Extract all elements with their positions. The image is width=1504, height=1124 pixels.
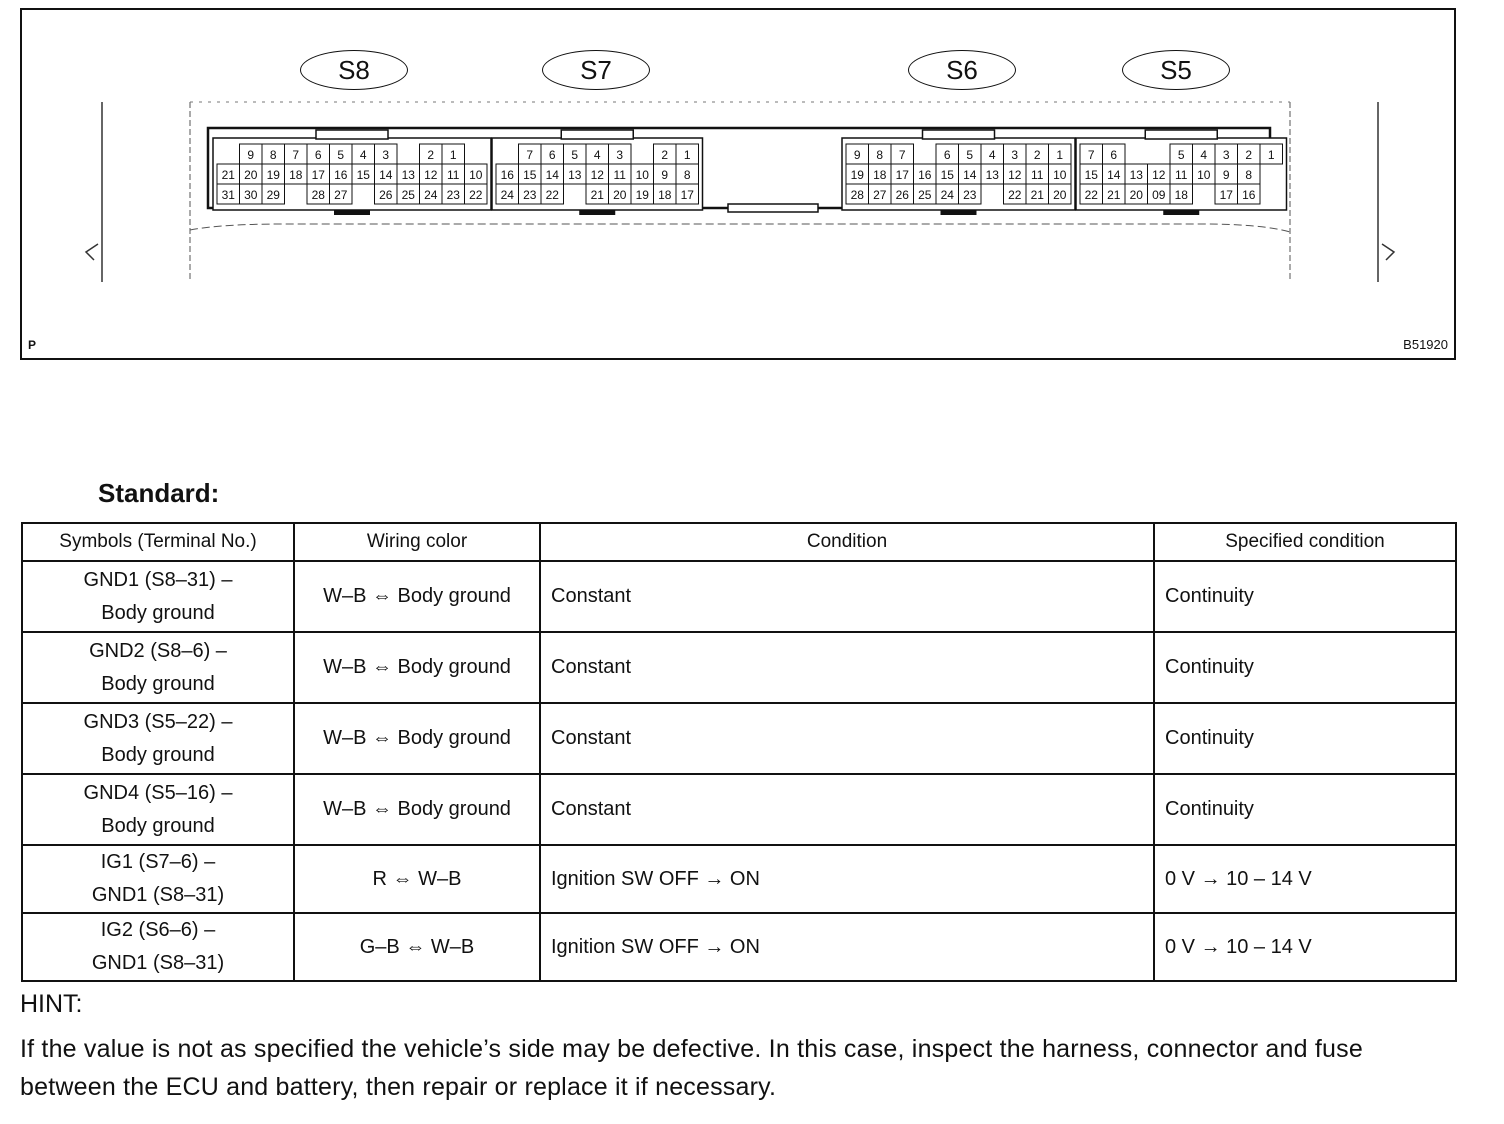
symbol-line-1: GND4 (S5–16) –	[83, 781, 233, 804]
terminal-number: 16	[918, 168, 932, 182]
terminal-number: 30	[244, 188, 258, 202]
terminal-number: 19	[850, 168, 864, 182]
terminal-number: 8	[683, 168, 691, 182]
terminal-number: 10	[635, 168, 649, 182]
terminal-number: 17	[311, 168, 325, 182]
terminal-number: 9	[247, 148, 255, 162]
terminal-number: 5	[966, 148, 974, 162]
terminal-number: 2	[427, 148, 435, 162]
symbol-line-1: IG1 (S7–6) –	[100, 851, 216, 873]
wiring-cell: R ⇔ W–B	[294, 845, 540, 913]
terminal-number: 7	[526, 148, 534, 162]
wiring-cell: W–B ⇔ Body ground	[294, 774, 540, 845]
table-row	[22, 632, 1456, 703]
wiring-cell: W–B ⇔ Body ground	[294, 632, 540, 703]
wiring-cell: G–B ⇔ W–B	[294, 913, 540, 981]
terminal-number: 9	[853, 148, 861, 162]
terminal-number: 4	[988, 148, 996, 162]
terminal-number: 18	[1174, 188, 1188, 202]
terminal-number: 20	[613, 188, 627, 202]
terminal-number: 20	[1129, 188, 1143, 202]
terminal-number: 5	[1177, 148, 1185, 162]
terminal-number: 16	[500, 168, 514, 182]
condition-cell: Ignition SW OFF → ON	[540, 913, 1154, 981]
terminal-number: 22	[1084, 188, 1098, 202]
terminal-number: 17	[1219, 188, 1233, 202]
terminal-number: 14	[379, 168, 393, 182]
symbol-line-2: GND1 (S8–31)	[91, 884, 225, 906]
terminal-number: 25	[918, 188, 932, 202]
terminal-number: 26	[379, 188, 393, 202]
terminal-number: 6	[1110, 148, 1118, 162]
terminal-number: 7	[292, 148, 300, 162]
header-specified-condition: Specified condition	[1154, 523, 1456, 561]
terminal-number: 15	[523, 168, 537, 182]
symbol-cell	[22, 774, 294, 845]
terminal-number: 13	[985, 168, 999, 182]
symbol-line-2: Body ground	[101, 601, 215, 624]
symbol-line-1: GND1 (S8–31) –	[83, 568, 233, 591]
connector-key	[923, 130, 995, 139]
terminal-number: 21	[1030, 188, 1044, 202]
terminal-number: 14	[963, 168, 977, 182]
terminal-number: 7	[898, 148, 906, 162]
terminal-number: 15	[940, 168, 954, 182]
table-row	[22, 703, 1456, 774]
condition-cell: Constant	[540, 774, 1154, 845]
terminal-number: 31	[221, 188, 235, 202]
terminal-number: 22	[545, 188, 559, 202]
terminal-number: 18	[289, 168, 303, 182]
terminal-number: 12	[1152, 168, 1166, 182]
wiring-cell: W–B ⇔ Body ground	[294, 561, 540, 632]
housing-lower-curve	[190, 224, 1290, 232]
connector-latch	[941, 210, 977, 215]
housing-clip	[86, 244, 1394, 260]
spec-cell: Continuity	[1154, 703, 1456, 774]
terminal-number: 9	[661, 168, 669, 182]
terminal-number: 15	[356, 168, 370, 182]
symbol-line-1: GND3 (S5–22) –	[83, 710, 233, 733]
terminal-number: 12	[590, 168, 604, 182]
figure-code: B51920	[1403, 337, 1448, 352]
plate-bottom-tab	[728, 204, 818, 212]
terminal-number: 23	[446, 188, 460, 202]
spec-cell: Continuity	[1154, 774, 1456, 845]
terminal-number: 11	[447, 168, 460, 182]
terminal-number: 4	[1200, 148, 1208, 162]
terminal-number: 10	[469, 168, 483, 182]
table-row	[22, 561, 1456, 632]
spec-cell: Continuity	[1154, 561, 1456, 632]
terminal-number: 19	[635, 188, 649, 202]
terminal-number: 24	[424, 188, 438, 202]
terminal-number: 1	[449, 148, 457, 162]
terminal-number: 3	[616, 148, 624, 162]
terminal-number: 1	[683, 148, 691, 162]
terminal-number: 18	[873, 168, 887, 182]
terminal-number: 13	[401, 168, 415, 182]
terminal-number: 1	[1056, 148, 1064, 162]
symbol-line-2: Body ground	[101, 672, 215, 695]
symbol-line-2: Body ground	[101, 814, 215, 837]
wiring-cell: W–B ⇔ Body ground	[294, 703, 540, 774]
terminal-number: 24	[500, 188, 514, 202]
terminal-number: 27	[334, 188, 348, 202]
header-wiring-color: Wiring color	[294, 523, 540, 561]
terminal-number: 16	[1242, 188, 1256, 202]
terminal-number: 25	[401, 188, 415, 202]
condition-cell: Ignition SW OFF → ON	[540, 845, 1154, 913]
connector-label-s5: S5	[1122, 50, 1230, 90]
terminal-number: 26	[895, 188, 909, 202]
terminal-number: 2	[1245, 148, 1253, 162]
terminal-number: 19	[266, 168, 280, 182]
connector-figure	[20, 8, 1456, 360]
terminal-number: 17	[895, 168, 909, 182]
terminal-number: 28	[850, 188, 864, 202]
terminal-number: 4	[593, 148, 601, 162]
table-row	[22, 913, 1456, 981]
connector-key	[316, 130, 388, 139]
hint-label: HINT:	[20, 990, 83, 1018]
hint-text: If the value is not as specified the vehicle’s side may be defective. In this case, inspect the harness, connector and fuse between the ECU and battery, then repair or replace it if necessary.	[20, 1035, 1363, 1101]
terminal-number: 8	[876, 148, 884, 162]
connector-key	[561, 130, 633, 139]
connector-latch	[579, 210, 615, 215]
spec-cell: Continuity	[1154, 632, 1456, 703]
header-symbols: Symbols (Terminal No.)	[22, 523, 294, 561]
terminal-number: 1	[1267, 148, 1275, 162]
terminal-number: 5	[571, 148, 579, 162]
terminal-number: 8	[269, 148, 277, 162]
terminal-number: 11	[1031, 168, 1044, 182]
terminal-number: 09	[1152, 188, 1166, 202]
terminal-number: 17	[680, 188, 694, 202]
terminal-number: 6	[548, 148, 556, 162]
terminal-number: 21	[221, 168, 235, 182]
terminal-number: 8	[1245, 168, 1253, 182]
symbol-line-2: Body ground	[101, 743, 215, 766]
symbol-cell	[22, 845, 294, 913]
condition-cell: Constant	[540, 561, 1154, 632]
figure-corner-mark: P	[28, 338, 37, 352]
terminal-number: 7	[1087, 148, 1095, 162]
terminal-number: 6	[943, 148, 951, 162]
terminal-number: 3	[1011, 148, 1019, 162]
terminal-number: 2	[1033, 148, 1041, 162]
terminal-number: 14	[1107, 168, 1121, 182]
terminal-number: 12	[1008, 168, 1022, 182]
symbol-line-1: GND2 (S8–6) –	[89, 639, 227, 662]
terminal-number: 12	[424, 168, 438, 182]
connector-label-s6: S6	[908, 50, 1016, 90]
header-condition: Condition	[540, 523, 1154, 561]
terminal-number: 6	[314, 148, 322, 162]
connector-label-s8: S8	[300, 50, 408, 90]
table-header-row	[22, 523, 1456, 561]
connector-latch	[334, 210, 370, 215]
terminal-number: 3	[1222, 148, 1230, 162]
terminal-number: 15	[1084, 168, 1098, 182]
condition-cell: Constant	[540, 632, 1154, 703]
ecu-connector-drawing	[22, 10, 1454, 358]
connector-latch	[1163, 210, 1199, 215]
terminal-number: 18	[658, 188, 672, 202]
terminal-number: 2	[661, 148, 669, 162]
table-row	[22, 774, 1456, 845]
terminal-number: 5	[337, 148, 345, 162]
terminal-number: 22	[469, 188, 483, 202]
spec-cell: 0 V → 10 – 14 V	[1154, 845, 1456, 913]
terminal-number: 28	[311, 188, 325, 202]
terminal-number: 20	[244, 168, 258, 182]
terminal-number: 13	[1129, 168, 1143, 182]
symbol-line-1: IG2 (S6–6) –	[100, 919, 216, 941]
terminal-number: 21	[1107, 188, 1121, 202]
terminal-number: 10	[1197, 168, 1211, 182]
terminal-number: 20	[1053, 188, 1067, 202]
terminal-number: 11	[1175, 168, 1188, 182]
terminal-number: 23	[963, 188, 977, 202]
terminal-number: 14	[545, 168, 559, 182]
standard-heading: Standard:	[98, 478, 220, 508]
terminal-number: 21	[590, 188, 604, 202]
spec-cell: 0 V → 10 – 14 V	[1154, 913, 1456, 981]
terminal-number: 27	[873, 188, 887, 202]
table-row	[22, 845, 1456, 913]
terminal-number: 3	[382, 148, 390, 162]
connector-key	[1145, 130, 1217, 139]
terminal-number: 29	[266, 188, 280, 202]
symbol-cell	[22, 632, 294, 703]
terminal-number: 23	[523, 188, 537, 202]
terminal-number: 11	[613, 168, 626, 182]
connector-label-s7: S7	[542, 50, 650, 90]
terminal-number: 24	[940, 188, 954, 202]
symbol-cell	[22, 703, 294, 774]
terminal-number: 13	[568, 168, 582, 182]
condition-cell: Constant	[540, 703, 1154, 774]
symbol-cell	[22, 913, 294, 981]
standard-table	[21, 522, 1457, 982]
terminal-number: 10	[1053, 168, 1067, 182]
terminal-number: 9	[1222, 168, 1230, 182]
symbol-line-2: GND1 (S8–31)	[91, 952, 225, 974]
symbol-cell	[22, 561, 294, 632]
terminal-number: 4	[359, 148, 367, 162]
terminal-number: 16	[334, 168, 348, 182]
terminal-number: 22	[1008, 188, 1022, 202]
